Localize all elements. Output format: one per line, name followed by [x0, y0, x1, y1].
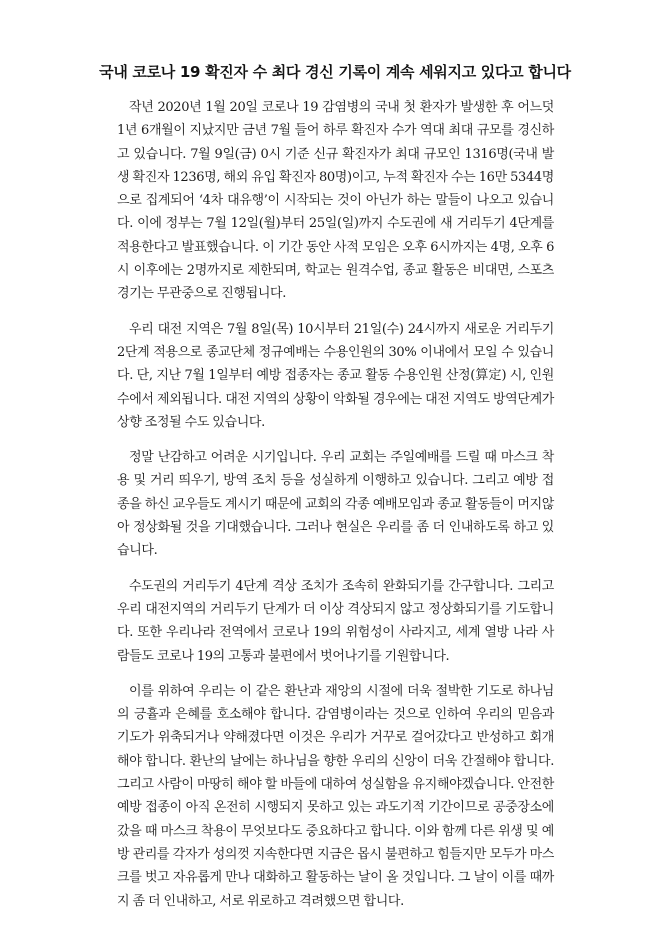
paragraph-2: 우리 대전 지역은 7월 8일(목) 10시부터 21일(수) 24시까지 새로운 거리두기 2단계 적용으로 종교단체 정규예배는 수용인원의 30% 이내에서 모일 수 있습니다. 단, 지난 7월 1일부터 예방 접종자는 종교 활동 수용인원 산정(算定) 시, 인원수에서 제외됩니다. 대전 지역의 상황이 악화될 경우에는 대전 지역도 방역단계가 상향 조정될 수도 있습니다. — [117, 321, 554, 430]
paragraph-1: 작년 2020년 1월 20일 코로나 19 감염병의 국내 첫 환자가 발생한 후 어느덧 1년 6개월이 지났지만 금년 7월 들어 하루 확진자 수가 역대 최대 규모를 경신하고 있습니다. 7월 9일(금) 0시 기준 신규 확진자가 최대 규모인 1316명(국내 발생 확진자 1236명, 해외 유입 확진자 80명)이고, 누적 확진자 수는 16만 5344명으로 집계되어 ‘4차 대유행’이 시작되는 것이 아닌가 하는 말들이 나오고 있습니다. 이에 정부는 7월 12일(월)부터 25일(일)까지 수도권에 새 거리두기 4단계를 적용한다고 발표했습니다. 이 기간 동안 사적 모임은 오후 6시까지는 4명, 오후 6시 이후에는 2명까지로 제한되며, 학교는 원격수업, 종교 활동은 비대면, 스포츠 경기는 무관중으로 진행됩니다. — [117, 100, 554, 302]
document-body — [117, 96, 554, 925]
document-title: 국내 코로나 19 확진자 수 최다 경신 기록이 계속 세워지고 있다고 합니다 — [99, 63, 571, 81]
paragraph-3: 정말 난감하고 어려운 시기입니다. 우리 교회는 주일예배를 드릴 때 마스크 착용 및 거리 띄우기, 방역 조치 등을 성실하게 이행하고 있습니다. 그리고 예방 접종을 하신 교우들도 계시기 때문에 교회의 각종 예배모임과 종교 활동들이 머지않아 정상화될 것을 기대했습니다. 그러나 현실은 우리를 좀 더 인내하도록 하고 있습니다. — [117, 450, 554, 559]
paragraph-4: 수도권의 거리두기 4단계 격상 조치가 조속히 완화되기를 간구합니다. 그리고 우리 대전지역의 거리두기 단계가 더 이상 격상되지 않고 정상화되기를 기도합니다. 또한 우리나라 전역에서 코로나 19의 위험성이 사라지고, 세계 열방 나라 사람들도 코로나 19의 고통과 불편에서 벗어나기를 기원합니다. — [117, 578, 554, 664]
paragraph-5: 이를 위하여 우리는 이 같은 환난과 재앙의 시절에 더욱 절박한 기도로 하나님의 긍휼과 은혜를 호소해야 합니다. 감염병이라는 것으로 인하여 우리의 믿음과 기도가 위축되거나 약해졌다면 이것은 우리가 거꾸로 걸어갔다고 반성하고 회개해야 합니다. 환난의 날에는 하나님을 향한 우리의 신앙이 더욱 간절해야 합니다. 그리고 사람이 마땅히 해야 할 바들에 대하여 성실함을 유지해야겠습니다. 안전한 예방 접종이 아직 온전히 시행되지 못하고 있는 과도기적 기간이므로 공중장소에 갔을 때 마스크 착용이 무엇보다도 중요하다고 합니다. 이와 함께 다른 위생 및 예방 관리를 각자가 성의껏 지속한다면 지금은 몹시 불편하고 힘들지만 모두가 마스크를 벗고 자유롭게 만나 대화하고 활동하는 날이 올 것입니다. 그 날이 이를 때까지 좀 더 인내하고, 서로 위로하고 격려했으면 합니다. — [117, 683, 554, 909]
